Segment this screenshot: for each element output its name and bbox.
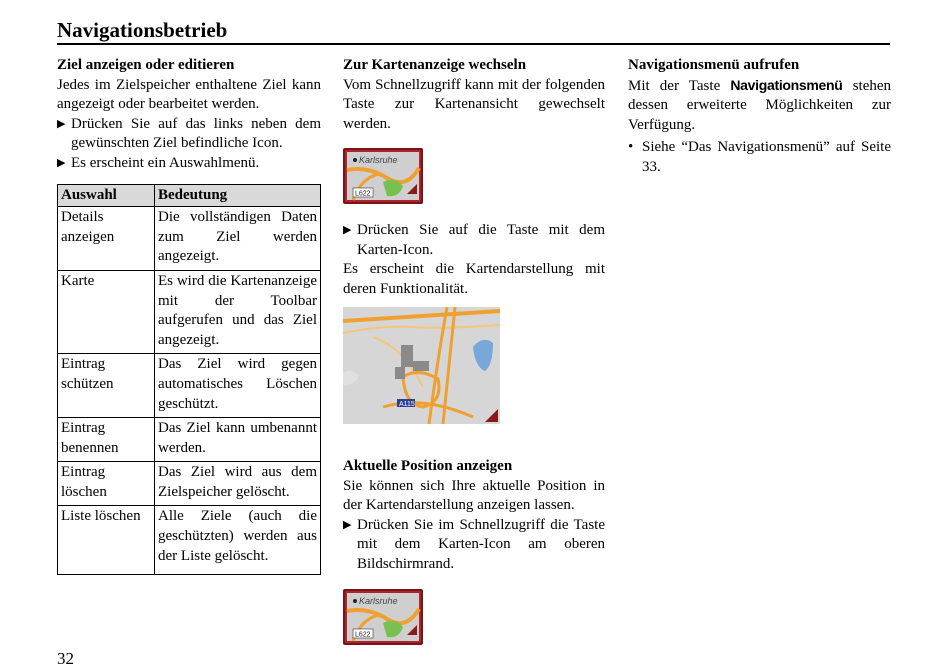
table-cell-option: Liste löschen: [58, 506, 155, 575]
table-row: [58, 270, 321, 353]
step-item: [57, 154, 321, 174]
table-cell-meaning: Es wird die Kartenanzeige mit der Toolbar aufgerufen und das Ziel angezeigt.: [155, 270, 321, 353]
table-row: [58, 506, 321, 575]
nav-menu-text: [628, 76, 891, 136]
table-row: [58, 354, 321, 418]
table-cell-meaning: Das Ziel kann umbenannt werden.: [155, 418, 321, 462]
map-button-icon: [343, 148, 423, 204]
map-highway-label: A115: [399, 401, 415, 409]
table-cell-option: Karte: [58, 270, 155, 353]
step-item: [343, 516, 605, 575]
triangle-bullet-icon: ▶: [57, 117, 66, 130]
section-heading-map: Zur Kartenanzeige wechseln: [343, 57, 527, 73]
table-cell-meaning: Das Ziel wird aus dem Zielspeicher gelöscht.: [155, 462, 321, 506]
step-item: [343, 221, 605, 260]
step-item: [57, 115, 321, 154]
reference-item: [628, 138, 891, 177]
step-text: Es erscheint ein Auswahlmenü.: [71, 154, 260, 171]
triangle-bullet-icon: ▶: [343, 518, 352, 531]
table-cell-meaning: Die vollständigen Daten zum Ziel werden angezeigt.: [155, 207, 321, 271]
table-cell-option: Eintrag benennen: [58, 418, 155, 462]
map-intro-text: Vom Schnellzugriff kann mit der folgenden Taste zur Kartenansicht gewechselt werden.: [343, 76, 605, 132]
section-heading-destination: Ziel anzeigen oder editieren: [57, 57, 235, 73]
map-city-label: Karlsruhe: [359, 155, 398, 166]
section-heading-nav-menu: Navigationsmenü aufrufen: [628, 57, 800, 73]
table-header-cell: Bedeutung: [155, 184, 321, 207]
triangle-bullet-icon: ▶: [57, 156, 66, 169]
intro-text: Jedes im Zielspeicher enthaltene Ziel kann angezeigt oder bearbeitet werden.: [57, 76, 321, 113]
options-table: [57, 184, 321, 576]
column-map-view: [343, 56, 605, 661]
column-nav-menu: [628, 56, 891, 178]
table-header-cell: Auswahl: [58, 184, 155, 207]
title-divider: [57, 43, 890, 45]
table-header-row: [58, 184, 321, 207]
map-button-icon: [343, 589, 423, 645]
step-text: Drücken Sie auf das links neben dem gewünschten Ziel befindliche Icon.: [71, 115, 321, 152]
table-row: [58, 462, 321, 506]
triangle-bullet-icon: ▶: [343, 223, 352, 236]
page-title: Navigationsbetrieb: [57, 18, 228, 42]
step-text: Drücken Sie auf die Taste mit dem Karten-Icon.: [357, 221, 605, 258]
table-cell-option: Eintrag schützen: [58, 354, 155, 418]
spacer: [343, 431, 605, 457]
table-cell-meaning: Das Ziel wird gegen automatisches Löschen geschützt.: [155, 354, 321, 418]
key-label: Navigationsmenü: [730, 76, 843, 93]
map-road-label: L622: [355, 631, 371, 638]
column-destination-edit: [57, 56, 321, 575]
text-fragment: stehen dessen erweiterte Möglichkeiten zur Verfügung.: [628, 77, 892, 133]
bullet-dot-icon: •: [628, 139, 634, 156]
section-heading-position: Aktuelle Position anzeigen: [343, 457, 513, 474]
step-text: Drücken Sie im Schnellzugriff die Taste mit dem Karten-Icon am oberen Bildschirmrand.: [357, 516, 605, 572]
map-road-label: L622: [355, 190, 371, 198]
page-number: 32: [57, 649, 74, 668]
table-cell-option: Eintrag löschen: [58, 462, 155, 506]
table-cell-option: Details anzeigen: [58, 207, 155, 271]
map-city-label: Karlsruhe: [359, 595, 398, 606]
map-result-text: Es erscheint die Kartendarstellung mit deren Funktionalität.: [343, 261, 605, 297]
table-row: [58, 207, 321, 271]
table-row: [58, 418, 321, 462]
reference-text: Siehe “Das Navigationsmenü” auf Seite 33.: [642, 139, 891, 175]
text-fragment: Mit der Taste: [628, 77, 721, 94]
map-screenshot: [343, 307, 500, 424]
table-cell-meaning: Alle Ziele (auch die geschützten) werden aus der Liste gelöscht.: [155, 506, 321, 575]
position-intro-text: Sie können sich Ihre aktuelle Position in der Kartendarstellung anzeigen lassen.: [343, 477, 605, 514]
